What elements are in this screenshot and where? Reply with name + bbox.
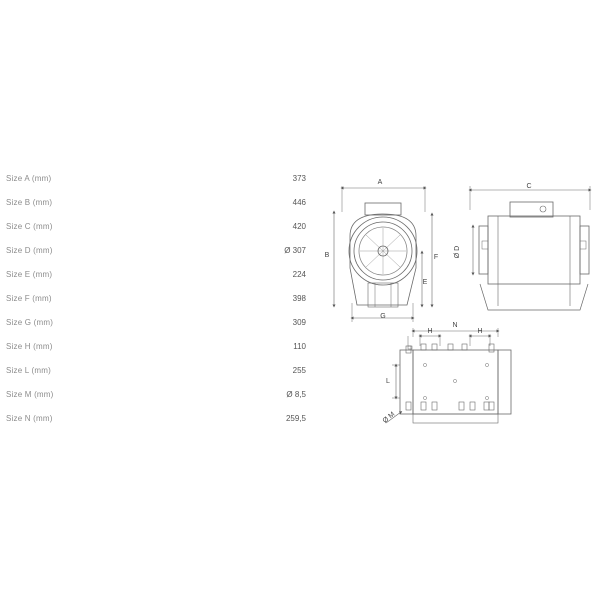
spec-value: 224 xyxy=(292,270,306,279)
spec-value: 420 xyxy=(292,222,306,231)
dim-label-h1: H xyxy=(427,328,433,335)
spec-value: 309 xyxy=(292,318,306,327)
spec-label: Size D (mm) xyxy=(6,246,53,255)
spec-value: Ø 8,5 xyxy=(286,390,306,399)
spec-label: Size M (mm) xyxy=(6,390,54,399)
dim-label-a: A xyxy=(377,179,383,186)
dim-label-f: F xyxy=(433,254,439,261)
spec-label: Size A (mm) xyxy=(6,174,52,183)
spec-label: Size H (mm) xyxy=(6,342,53,351)
dim-label-b: B xyxy=(324,252,330,259)
dim-label-m: Ø M xyxy=(381,410,397,425)
spec-value: Ø 307 xyxy=(284,246,306,255)
dim-label-d: Ø D xyxy=(454,245,461,259)
spec-value: 373 xyxy=(292,174,306,183)
spec-value: 446 xyxy=(292,198,306,207)
spec-value: 259,5 xyxy=(285,414,306,423)
dim-label-l: L xyxy=(386,378,390,385)
spec-label: Size G (mm) xyxy=(6,318,54,327)
dim-label-h2: H xyxy=(477,328,483,335)
spec-value: 255 xyxy=(292,366,306,375)
spec-label: Size L (mm) xyxy=(6,366,52,375)
side-view-drawing xyxy=(470,186,590,310)
spec-label: Size N (mm) xyxy=(6,414,53,423)
dim-label-e: E xyxy=(422,279,428,286)
spec-label: Size E (mm) xyxy=(6,270,53,279)
spec-label: Size C (mm) xyxy=(6,222,53,231)
spec-value: 110 xyxy=(293,342,306,351)
dim-label-g: G xyxy=(380,313,386,320)
front-view-drawing xyxy=(334,186,432,322)
spec-label: Size B (mm) xyxy=(6,198,53,207)
dim-label-c: C xyxy=(526,183,532,190)
spec-label: Size F (mm) xyxy=(6,294,52,303)
spec-value: 398 xyxy=(292,294,306,303)
dim-label-n: N xyxy=(452,322,458,329)
bottom-view-drawing xyxy=(386,328,511,423)
